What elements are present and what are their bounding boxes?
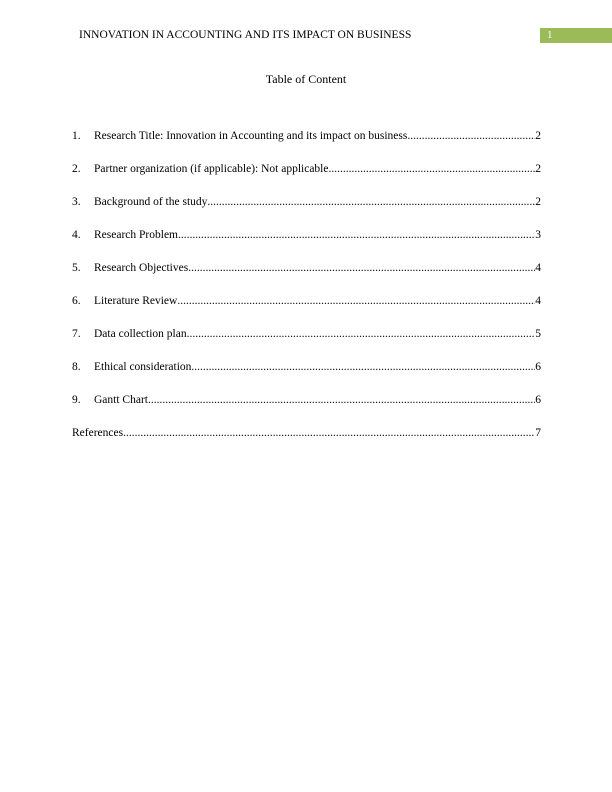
toc-dot-leader	[329, 163, 536, 175]
toc-entry-page: 2	[535, 130, 541, 142]
toc-entry-label: Gantt Chart	[94, 394, 148, 406]
toc-entry[interactable]	[72, 361, 541, 394]
toc-entry[interactable]	[72, 328, 541, 361]
toc-entry[interactable]	[72, 394, 541, 427]
toc-entry-label: Data collection plan	[94, 328, 187, 340]
toc-entry-number: 7.	[72, 328, 81, 340]
toc-entry-references[interactable]	[72, 427, 541, 460]
toc-dot-leader	[207, 196, 535, 208]
toc-entry-page: 4	[535, 262, 541, 274]
toc-dot-leader	[123, 427, 535, 439]
toc-entry-label: Research Title: Innovation in Accounting and its impact on business	[94, 130, 408, 142]
toc-entry-page: 6	[535, 361, 541, 373]
toc-entry-label: Partner organization (if applicable): Not applicable	[94, 163, 329, 175]
toc-entry-label: References	[72, 427, 124, 439]
toc-entry-page: 5	[535, 328, 541, 340]
toc-entry-page: 2	[535, 196, 541, 208]
toc-entry-page: 4	[535, 295, 541, 307]
toc-dot-leader	[187, 328, 536, 340]
toc-entry[interactable]	[72, 130, 541, 163]
running-head: INNOVATION IN ACCOUNTING AND ITS IMPACT ON BUSINESS	[79, 29, 412, 41]
toc-entry[interactable]	[72, 262, 541, 295]
toc-entry-page: 2	[535, 163, 541, 175]
toc-entry-label: Research Problem	[94, 229, 178, 241]
toc-entry-label: Ethical consideration	[94, 361, 192, 373]
page-number-badge: 1	[540, 28, 612, 43]
toc-entry-label: Literature Review	[94, 295, 178, 307]
toc-dot-leader	[407, 130, 535, 142]
toc-dot-leader	[191, 361, 535, 373]
toc-entry-number: 4.	[72, 229, 81, 241]
toc-entry-label: Background of the study	[94, 196, 208, 208]
toc-list	[72, 130, 541, 460]
toc-dot-leader	[188, 262, 535, 274]
toc-entry[interactable]	[72, 163, 541, 196]
toc-entry[interactable]	[72, 229, 541, 262]
toc-entry-page: 3	[535, 229, 541, 241]
toc-entry[interactable]	[72, 196, 541, 229]
toc-entry-number: 1.	[72, 130, 81, 142]
toc-entry-number: 2.	[72, 163, 81, 175]
toc-entry-number: 9.	[72, 394, 81, 406]
toc-title: Table of Content	[265, 72, 347, 86]
toc-entry-number: 3.	[72, 196, 81, 208]
toc-entry-number: 8.	[72, 361, 81, 373]
toc-entry-page: 6	[535, 394, 541, 406]
toc-dot-leader	[177, 295, 535, 307]
toc-entry-page: 7	[535, 427, 541, 439]
toc-entry[interactable]	[72, 295, 541, 328]
toc-entry-number: 5.	[72, 262, 81, 274]
toc-entry-number: 6.	[72, 295, 81, 307]
toc-entry-label: Research Objectives	[94, 262, 189, 274]
toc-dot-leader	[178, 229, 535, 241]
toc-dot-leader	[148, 394, 535, 406]
